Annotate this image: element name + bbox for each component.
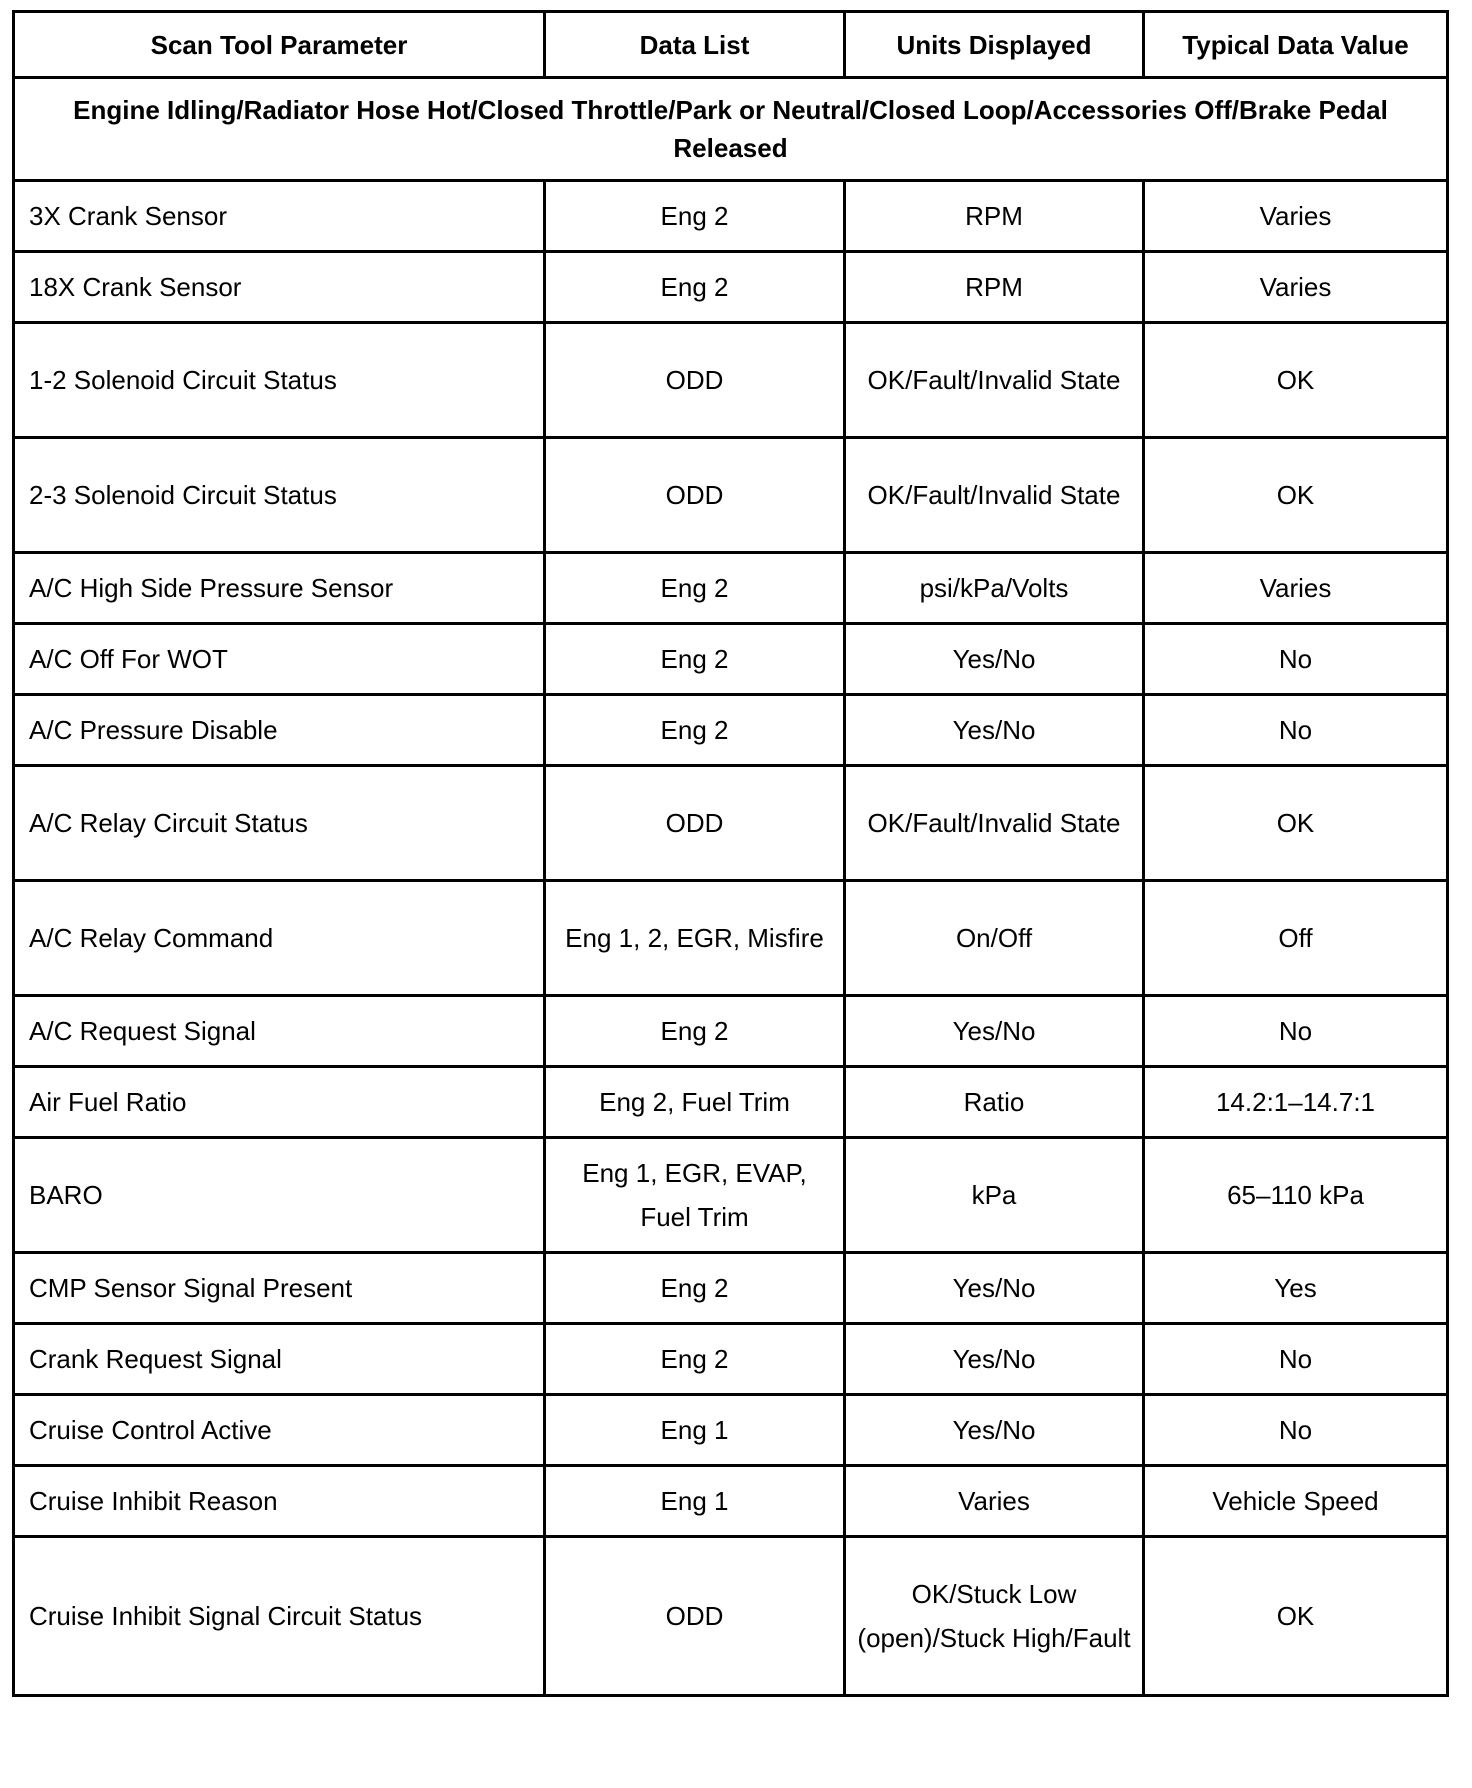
typical-value-cell: No <box>1144 695 1448 766</box>
table-row <box>14 624 1448 695</box>
table-row <box>14 1395 1448 1466</box>
typical-value-cell: Off <box>1144 881 1448 996</box>
header-scan-tool-parameter: Scan Tool Parameter <box>14 12 545 78</box>
typical-value-cell: Yes <box>1144 1253 1448 1324</box>
units-cell: OK/Fault/Invalid State <box>845 323 1144 438</box>
parameter-cell: 3X Crank Sensor <box>14 181 545 252</box>
units-cell: Yes/No <box>845 1253 1144 1324</box>
typical-value-cell: No <box>1144 996 1448 1067</box>
units-cell: kPa <box>845 1138 1144 1253</box>
typical-value-cell: No <box>1144 624 1448 695</box>
table-row <box>14 438 1448 553</box>
table-row <box>14 1466 1448 1537</box>
header-row <box>14 12 1448 78</box>
table-row <box>14 553 1448 624</box>
table-row <box>14 996 1448 1067</box>
typical-value-cell: Varies <box>1144 252 1448 323</box>
typical-value-cell: Varies <box>1144 181 1448 252</box>
typical-value-cell: 14.2:1–14.7:1 <box>1144 1067 1448 1138</box>
units-cell: Yes/No <box>845 695 1144 766</box>
units-cell: OK/Fault/Invalid State <box>845 766 1144 881</box>
header-data-list: Data List <box>545 12 845 78</box>
data-list-cell: Eng 1, 2, EGR, Misfire <box>545 881 845 996</box>
data-list-cell: Eng 2, Fuel Trim <box>545 1067 845 1138</box>
units-cell: RPM <box>845 181 1144 252</box>
table-row <box>14 1138 1448 1253</box>
typical-value-cell: Varies <box>1144 553 1448 624</box>
data-list-cell: Eng 2 <box>545 695 845 766</box>
table-row <box>14 1067 1448 1138</box>
parameter-cell: CMP Sensor Signal Present <box>14 1253 545 1324</box>
typical-value-cell: Vehicle Speed <box>1144 1466 1448 1537</box>
table-row <box>14 1324 1448 1395</box>
table-row <box>14 1253 1448 1324</box>
data-list-cell: ODD <box>545 1537 845 1696</box>
parameter-cell: Crank Request Signal <box>14 1324 545 1395</box>
typical-value-cell: OK <box>1144 438 1448 553</box>
units-cell: Yes/No <box>845 1324 1144 1395</box>
parameter-cell: A/C Request Signal <box>14 996 545 1067</box>
header-typical-data-value: Typical Data Value <box>1144 12 1448 78</box>
data-list-cell: Eng 1 <box>545 1466 845 1537</box>
data-list-cell: Eng 2 <box>545 624 845 695</box>
units-cell: Ratio <box>845 1067 1144 1138</box>
parameter-cell: A/C High Side Pressure Sensor <box>14 553 545 624</box>
table-row <box>14 695 1448 766</box>
table-row <box>14 323 1448 438</box>
table-row <box>14 1537 1448 1696</box>
condition-row <box>14 78 1448 181</box>
data-list-cell: Eng 2 <box>545 553 845 624</box>
table-row <box>14 252 1448 323</box>
parameter-cell: 18X Crank Sensor <box>14 252 545 323</box>
header-units-displayed: Units Displayed <box>845 12 1144 78</box>
data-list-cell: ODD <box>545 438 845 553</box>
parameter-cell: Cruise Inhibit Reason <box>14 1466 545 1537</box>
operating-condition: Engine Idling/Radiator Hose Hot/Closed Throttle/Park or Neutral/Closed Loop/Accessories Off/Brake Pedal Released <box>14 78 1448 181</box>
typical-value-cell: No <box>1144 1324 1448 1395</box>
data-list-cell: Eng 2 <box>545 1253 845 1324</box>
parameter-cell: Cruise Inhibit Signal Circuit Status <box>14 1537 545 1696</box>
units-cell: OK/Stuck Low (open)/Stuck High/Fault <box>845 1537 1144 1696</box>
data-list-cell: Eng 2 <box>545 996 845 1067</box>
parameter-cell: Cruise Control Active <box>14 1395 545 1466</box>
data-list-cell: Eng 2 <box>545 252 845 323</box>
data-list-cell: Eng 2 <box>545 1324 845 1395</box>
units-cell: OK/Fault/Invalid State <box>845 438 1144 553</box>
parameter-cell: BARO <box>14 1138 545 1253</box>
parameter-cell: 1-2 Solenoid Circuit Status <box>14 323 545 438</box>
typical-value-cell: No <box>1144 1395 1448 1466</box>
units-cell: psi/kPa/Volts <box>845 553 1144 624</box>
typical-value-cell: OK <box>1144 1537 1448 1696</box>
units-cell: Yes/No <box>845 1395 1144 1466</box>
parameter-cell: A/C Off For WOT <box>14 624 545 695</box>
scan-tool-data-table <box>12 10 1449 1697</box>
typical-value-cell: 65–110 kPa <box>1144 1138 1448 1253</box>
parameter-cell: Air Fuel Ratio <box>14 1067 545 1138</box>
typical-value-cell: OK <box>1144 323 1448 438</box>
units-cell: Yes/No <box>845 996 1144 1067</box>
table-row <box>14 181 1448 252</box>
typical-value-cell: OK <box>1144 766 1448 881</box>
table-row <box>14 766 1448 881</box>
units-cell: On/Off <box>845 881 1144 996</box>
parameter-cell: A/C Relay Command <box>14 881 545 996</box>
units-cell: RPM <box>845 252 1144 323</box>
data-list-cell: ODD <box>545 766 845 881</box>
parameter-cell: A/C Pressure Disable <box>14 695 545 766</box>
data-list-cell: Eng 1 <box>545 1395 845 1466</box>
units-cell: Yes/No <box>845 624 1144 695</box>
table-row <box>14 881 1448 996</box>
data-list-cell: ODD <box>545 323 845 438</box>
units-cell: Varies <box>845 1466 1144 1537</box>
data-list-cell: Eng 1, EGR, EVAP, Fuel Trim <box>545 1138 845 1253</box>
parameter-cell: 2-3 Solenoid Circuit Status <box>14 438 545 553</box>
data-list-cell: Eng 2 <box>545 181 845 252</box>
parameter-cell: A/C Relay Circuit Status <box>14 766 545 881</box>
